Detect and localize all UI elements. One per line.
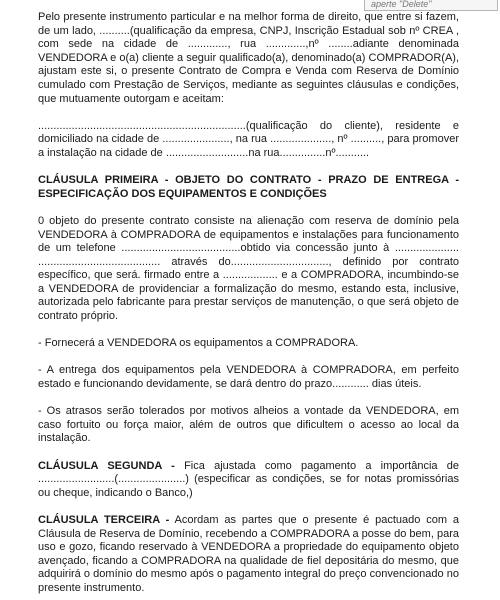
intro-paragraph: Pelo presente instrumento particular e na melhor forma de direito, que entre si fazem, de um lado, ..........(qualificação da empresa, CNPJ, Inscrição Estadual sob nº CREA , com sede na cidade de ............., rua .............,nº ........adiante denominada VENDEDORA e o(a) cliente a seguir qualificado(a), denominado(a) COMPRADOR(A), ajustam este si, o presente Contrato de Compra e Venda com Reserva de Domínio cumulado com Prestação de Serviços, mediante as seguintes cláusulas e condições, que mutuamente outorgam e aceitam: [38, 11, 459, 105]
clause-3-heading: CLÁUSULA TERCEIRA - [38, 513, 170, 526]
clause-3-body: Acordam as partes que o presente é pactuado com a Cláusula de Reserva de Domínio, recebendo a COMPRADORA a posse do bem, para uso e gozo, ficando reservado à VENDEDORA a propriedade do equipamento objeto avençado, ficando a COMPRADORA na qualidade de fiel depositária do mesmo, que adquirirá o domínio do mesmo após o pagamento integral do preço convencionado no presente instrumento. [38, 513, 459, 594]
delete-hint-box [364, 0, 498, 11]
clause-2-heading: CLÁUSULA SEGUNDA - [38, 459, 175, 472]
clause-1-heading: CLÁUSULA PRIMEIRA - OBJETO DO CONTRATO - PRAZO DE ENTREGA - ESPECIFICAÇÃO DOS EQUIPAMENTOS E CONDIÇÕES [38, 174, 459, 200]
clause-1-item-3: - Os atrasos serão tolerados por motivos alheios a vontade da VENDEDORA, em caso fortuito ou força maior, além de outros que dificultem o acesso ao local da instalação. [38, 405, 459, 445]
clause-1-item-2: - A entrega dos equipamentos pela VENDEDORA à COMPRADORA, em perfeito estado e funcionando devidamente, se dará dentro do prazo............ dias úteis. [38, 364, 459, 391]
clause-2-paragraph [38, 460, 459, 501]
client-qualification-paragraph: ....................................................................(qualificação do cliente), residente e domiciliado na cidade de ......................, na rua ...................., nº .........., para promover a instalação na cidade de ...........................na rua...............nº........... [38, 119, 459, 159]
clause-2-body: Fica ajustada como pagamento a importância de .........................(......................) (especificar as condições, se for notas promissórias ou cheque, indicando o Banco,) [38, 459, 459, 499]
clause-1-item-1: - Fornecerá a VENDEDORA os equipamentos a COMPRADORA. [38, 337, 359, 350]
clause-3-paragraph [38, 514, 459, 596]
clause-1-body: 0 objeto do presente contrato consiste na alienação com reserva de domínio pela VENDEDORA à COMPRADORA de equipamentos e instalações para funcionamento de um telefone .......................................obtido via concessão junto à ..................... ........................................ através do................................, definido por contrato específico, que será. firmado entre a .................. e a COMPRADORA, incumbindo-se a VENDEDORA de providenciar a formalização do mesmo, estando esta, inclusive, autorizada pelo fabricante para prestar serviços de manutenção, o que será objeto de contrato próprio. [38, 214, 459, 323]
contract-document [38, 11, 459, 596]
delete-hint-label: aperte "Delete" [371, 0, 432, 9]
